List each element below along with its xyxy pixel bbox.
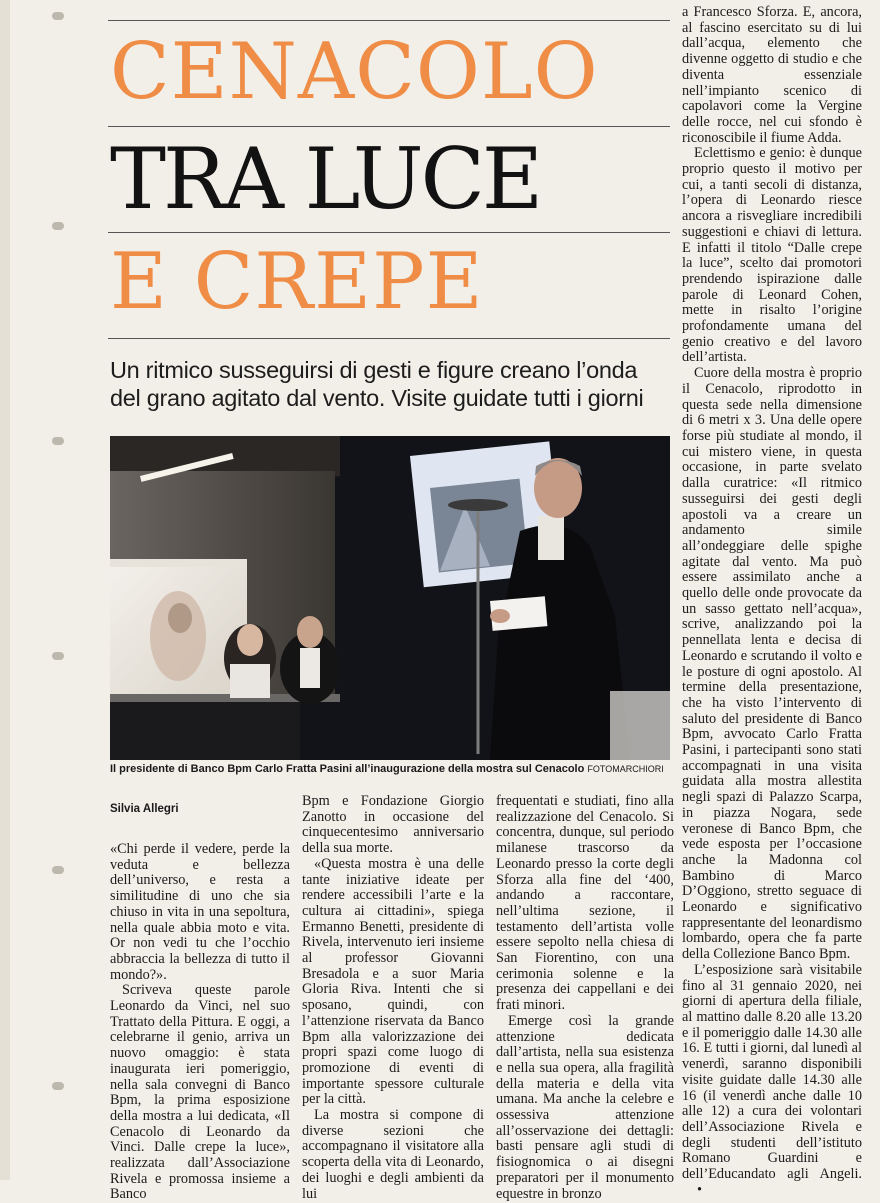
event-photo bbox=[110, 436, 670, 760]
paragraph: Scriveva queste parole Leonardo da Vinci, nel suo Trattato della Pittura. E oggi, a celebrarne il genio, arriva un nuovo omaggio: è stata inaugurata ieri pomeriggio, nella sala convegni di Banco Bpm, la prima esposizione della mostra a lui dedicata, «Il Cenacolo di Leonardo da Vinci. Dalle crepe la luce», realizzata dall’Associazione Rivela e promossa insieme a Banco bbox=[110, 982, 290, 1203]
headline-rule bbox=[108, 232, 670, 233]
headline-line-2: TRA LUCE bbox=[110, 130, 541, 228]
paragraph: a Francesco Sforza. E, ancora, al fascino esercitato su di lui dall’acqua, elemento che divenne oggetto di studio e che diventa essenziale nell’impianto scenico di capolavori come la Vergine delle rocce, nel cui sfondo è riconoscibile il fiume Adda. bbox=[682, 4, 862, 146]
binder-hole bbox=[52, 222, 64, 230]
page-edge bbox=[872, 0, 880, 1180]
subheadline: Un ritmico susseguirsi di gesti e figure creano l’onda del grano agitato dal vento. Visite guidate tutti i giorni bbox=[110, 357, 644, 411]
binder-hole bbox=[52, 652, 64, 660]
binder-hole bbox=[52, 1082, 64, 1090]
headline-line-1: CENACOLO bbox=[110, 27, 599, 117]
paragraph: Bpm e Fondazione Giorgio Zanotto in occasione del cinquecentesimo anniversario della sua morte. bbox=[302, 793, 484, 857]
paragraph: «Chi perde il vedere, perde la veduta e bellezza dell’universo, e resta a similitudine di uno che sia chiuso in vita in una sepoltura, nella quale abbia moto e vita. Or non vedi tu che l’occhio abbraccia la bellezza di tutto il mondo?». bbox=[110, 841, 290, 983]
article-column-1 bbox=[110, 842, 290, 1203]
binder-hole bbox=[52, 866, 64, 874]
paragraph: Emerge così la grande attenzione dedicata dall’artista, nella sua esistenza e nella sua opera, alla fragilità della materia e della vita umana. Ma anche la celebre e ossessiva attenzione all’osservazione dei dettagli: basti pensare agli studi di fisiognomica o ai disegni preparatori per il monumento equestre in bronzo bbox=[496, 1012, 674, 1202]
paragraph: Cuore della mostra è proprio il Cenacolo, riprodotto in questa sede nella dimensione di 6 metri x 3. Una delle opere forse più studiate al mondo, il cui mistero viene, in questa occasione, in parte svelato dalla curatrice: «Il ritmico susseguirsi dei gesti degli apostoli va a creare un andamento simile all’ondeggiare delle spighe agitate dal vento. Ma può essere assimilato anche a quello delle onde provocate da un sasso gettato nell’acqua», scrive, analizzando poi la pennellata lenta e decisa di Leonardo e scrutando il volto e le posture di ogni apostolo. Al termine della presentazione, che ha visto l’intervento di saluto del presidente di Banco Bpm, avvocato Carlo Fratta Pasini, i partecipanti sono stati accompagnati in una visita guidata alla mostra allestita negli spazi di Palazzo Scarpa, in piazza Nogara, sede veronese di Banco Bpm, che vede esposta per l’occasione anche la Madonna col Bambino di Marco D’Oggiono, stretto seguace di Leonardo e significativo rappresentante del leonardismo lombardo, opera che fa parte della Collezione Banco Bpm. bbox=[682, 365, 862, 963]
photo-caption-text: Il presidente di Banco Bpm Carlo Fratta Pasini all’inaugurazione della mostra sul Cenacolo bbox=[110, 763, 585, 775]
headline-line-3: E CREPE bbox=[110, 237, 484, 327]
binder-hole bbox=[52, 437, 64, 445]
byline: Silvia Allegri bbox=[110, 803, 179, 815]
paragraph: Eclettismo e genio: è dunque proprio questo il motivo per cui, a tanti secoli di distanza, l’opera di Leonardo riesce ancora a risvegliare incredibili suggestioni e chiavi di lettura. E infatti il titolo “Dalle crepe la luce”, scelto dai promotori prendendo ispirazione dalle parole di Leonard Cohen, mette in risalto l’origine profondamente umana del genio creativo e del lavoro dell’artista. bbox=[682, 145, 862, 366]
photo-caption bbox=[110, 763, 710, 775]
page-spine bbox=[0, 0, 10, 1180]
end-mark: • bbox=[697, 1181, 703, 1198]
paragraph bbox=[682, 963, 862, 1199]
article-column-4 bbox=[682, 5, 862, 1198]
headline-rule bbox=[108, 126, 670, 127]
paragraph: «Questa mostra è una delle tante iniziative ideate per rendere accessibili l’arte e la cultura ai cittadini», spiega Ermanno Benetti, presidente di Rivela, intervenuto ieri insieme al professor Giovanni Bresadola e a suor Maria Gloria Riva. Intenti che si sposano, quindi, con l’attenzione riservata da Banco Bpm alla valorizzazione dei propri spazi come luogo di promozione di eventi di importante spessore culturale per la città. bbox=[302, 855, 484, 1108]
paragraph: frequentati e studiati, fino alla realizzazione del Cenacolo. Si concentra, dunque, sul periodo milanese trascorso da Leonardo presso la corte degli Sforza alla fine del ‘400, andando a raccontare, nell’ultima sezione, il testamento dell’artista volle essere sepolto nella chiesa di San Fiorentino, con una cerimonia solenne e la presenza dei cappellani e dei frati minori. bbox=[496, 793, 674, 1014]
binder-hole bbox=[52, 12, 64, 20]
conference-scene-illustration bbox=[110, 436, 670, 760]
paragraph: La mostra si compone di diverse sezioni che accompagnano il visitatore alla scoperta della vita di Leonardo, dei luoghi e degli ambienti da lui bbox=[302, 1107, 484, 1202]
headline-rule bbox=[108, 20, 670, 21]
article-column-3 bbox=[496, 794, 674, 1202]
headline-rule bbox=[108, 338, 670, 339]
article-column-2 bbox=[302, 794, 484, 1202]
paragraph-text: L’esposizione sarà visitabile fino al 31 gennaio 2020, nei giorni di apertura della filiale, al mattino dalle 8.20 alle 13.20 e il pomeriggio dalle 14.30 alle 16. E tutti i giorni, dal lunedì al venerdì, saranno disponibili visite guidate dalle 14.30 alle 16 (il venerdì anche dalle 10 alle 12) a cura dei volontari dell’Associazione Rivela e degli studenti dell’istituto Romano Guardini e dell’Educandato agli Angeli. bbox=[682, 961, 862, 1183]
photo-credit: FOTOMARCHIORI bbox=[587, 764, 664, 774]
